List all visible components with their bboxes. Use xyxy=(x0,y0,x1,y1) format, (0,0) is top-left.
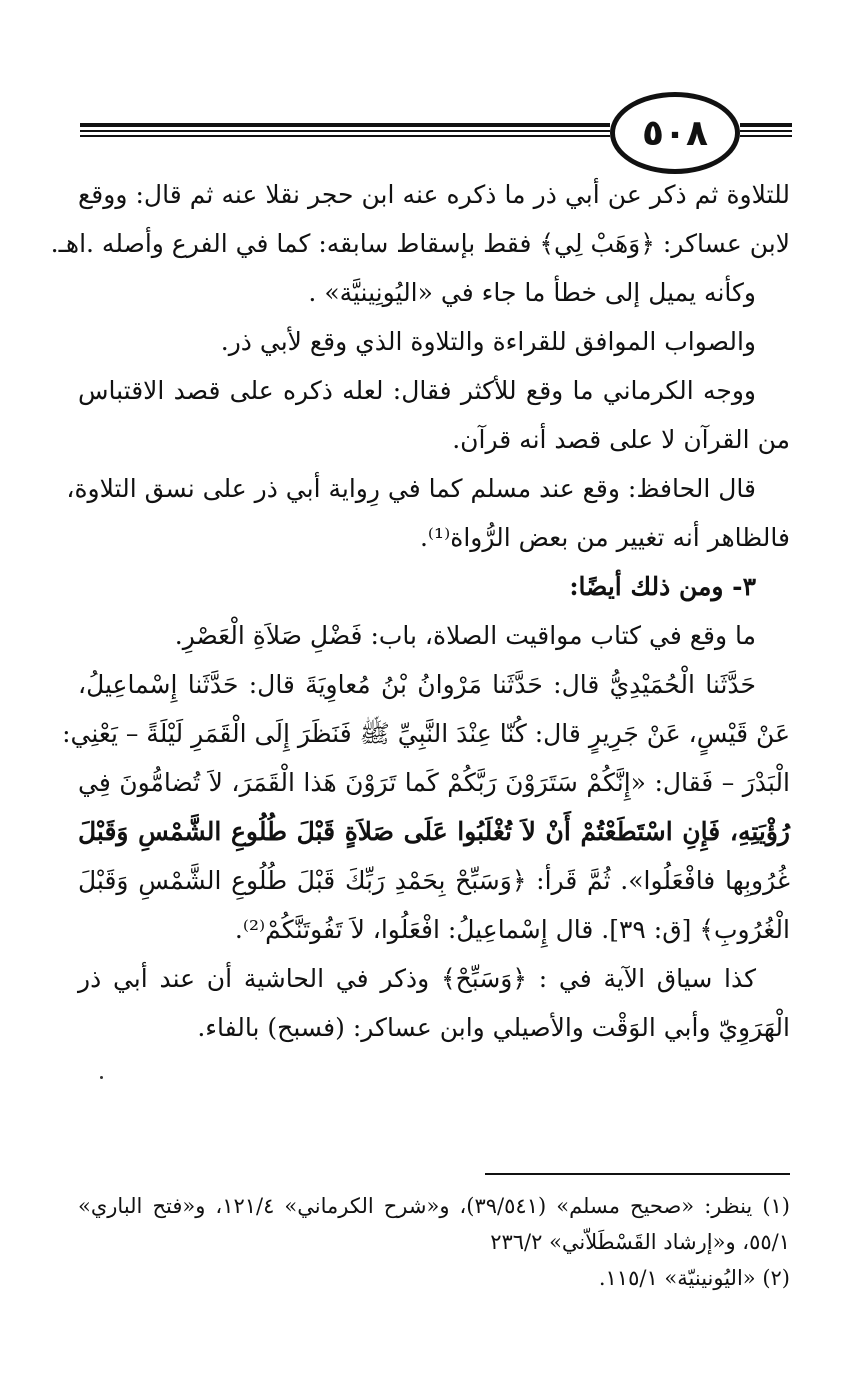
footnote-line: (١) ينظر: «صحيح مسلم» (٣٩/٥٤١)، و«شرح الكرماني» ١٢١/٤، و«فتح الباري» xyxy=(78,1194,790,1218)
text-line: الْهَرَوِيّ وأبي الوَقْت والأصيلي وابن عساكر: (فسبح) بالفاء. xyxy=(197,1013,790,1042)
header-rule xyxy=(80,130,610,132)
hadith-line: حَدَّثَنا الْحُمَيْدِيُّ قال: حَدَّثَنا مَرْوانُ بْنُ مُعاوِيَةَ قال: حَدَّثَنا إِسْماعِيلُ، xyxy=(78,670,756,699)
text-line: وكأنه يميل إلى خطأ ما جاء في «اليُونِينيَّة» . xyxy=(308,278,756,307)
footnote-rule xyxy=(485,1173,790,1175)
footnotes xyxy=(78,1188,790,1296)
header-rule xyxy=(80,123,610,127)
footnote-line: ٥٥/١، و«إرشاد القَسْطَلاّني» ٢٣٦/٢ xyxy=(490,1230,790,1254)
text-line: والصواب الموافق للقراءة والتلاوة الذي وقع لأبي ذر. xyxy=(220,327,756,356)
page-number: ٥٠٨ xyxy=(642,112,708,154)
hadith-line: الْبَدْرَ – فَقال: «إِنَّكُمْ سَتَرَوْنَ رَبَّكُمْ كَما تَرَوْنَ هَذا الْقَمَرَ، لاَ تُضامُّونَ فِي xyxy=(78,768,790,797)
header-rule xyxy=(740,123,792,127)
text-line: لابن عساكر: ﴿وَهَبْ لِي﴾ فقط بإسقاط سابقه: كما في الفرع وأصله .اهـ. xyxy=(50,229,790,258)
header-rule xyxy=(740,130,792,132)
section-heading: ٣- ومن ذلك أيضًا: xyxy=(569,572,756,601)
speck xyxy=(100,1076,103,1079)
text-line: من القرآن لا على قصد أنه قرآن. xyxy=(452,425,790,454)
hadith-line: غُرُوبِها فافْعَلُوا». ثُمَّ قَرأ: ﴿وَسَبِّحْ بِحَمْدِ رَبِّكَ قَبْلَ طُلُوعِ الشَّمْسِ وَقَبْلَ xyxy=(78,866,790,895)
hadith-line: رُؤْيَتِهِ، فَإِنِ اسْتَطَعْتُمْ أَنْ لاَ تُغْلَبُوا عَلَى صَلاَةٍ قَبْلَ طُلُوعِ الشَّمْسِ وَقَبْلَ xyxy=(78,817,790,846)
hadith-line: عَنْ قَيْسٍ، عَنْ جَرِيرٍ قال: كُنّا عِنْدَ النَّبِيِّ ﷺ فَنَظَرَ إِلَى الْقَمَرِ لَيْلَةً – يَعْنِي: xyxy=(62,719,790,748)
text-line: ووجه الكرماني ما وقع للأكثر فقال: لعله ذكره على قصد الاقتباس xyxy=(78,376,756,405)
text-line: كذا سياق الآية في : ﴿وَسَبِّحْ﴾ وذكر في الحاشية أن عند أبي ذر xyxy=(78,964,756,993)
hadith-line: الْغُرُوبِ﴾ [ق: ٣٩]. قال إِسْماعِيلُ: افْعَلُوا، لاَ تَفُوتَنَّكُمْ⁽²⁾. xyxy=(234,915,790,944)
text-line: للتلاوة ثم ذكر عن أبي ذر ما ذكره عنه ابن حجر نقلا عنه ثم قال: ووقع xyxy=(78,180,790,209)
text-line: قال الحافظ: وقع عند مسلم كما في رِواية أبي ذر على نسق التلاوة، xyxy=(66,474,756,503)
header-rule xyxy=(740,135,792,137)
page-number-frame xyxy=(610,92,740,174)
header-rule xyxy=(80,135,610,137)
text-line: ما وقع في كتاب مواقيت الصلاة، باب: فَضْلِ صَلاَةِ الْعَصْرِ. xyxy=(174,621,756,650)
main-text xyxy=(50,170,790,1052)
footnote-line: (٢) «اليُونينيّة» ١١٥/١. xyxy=(598,1266,790,1290)
text-line: فالظاهر أنه تغيير من بعض الرُّواة⁽¹⁾. xyxy=(419,523,790,552)
